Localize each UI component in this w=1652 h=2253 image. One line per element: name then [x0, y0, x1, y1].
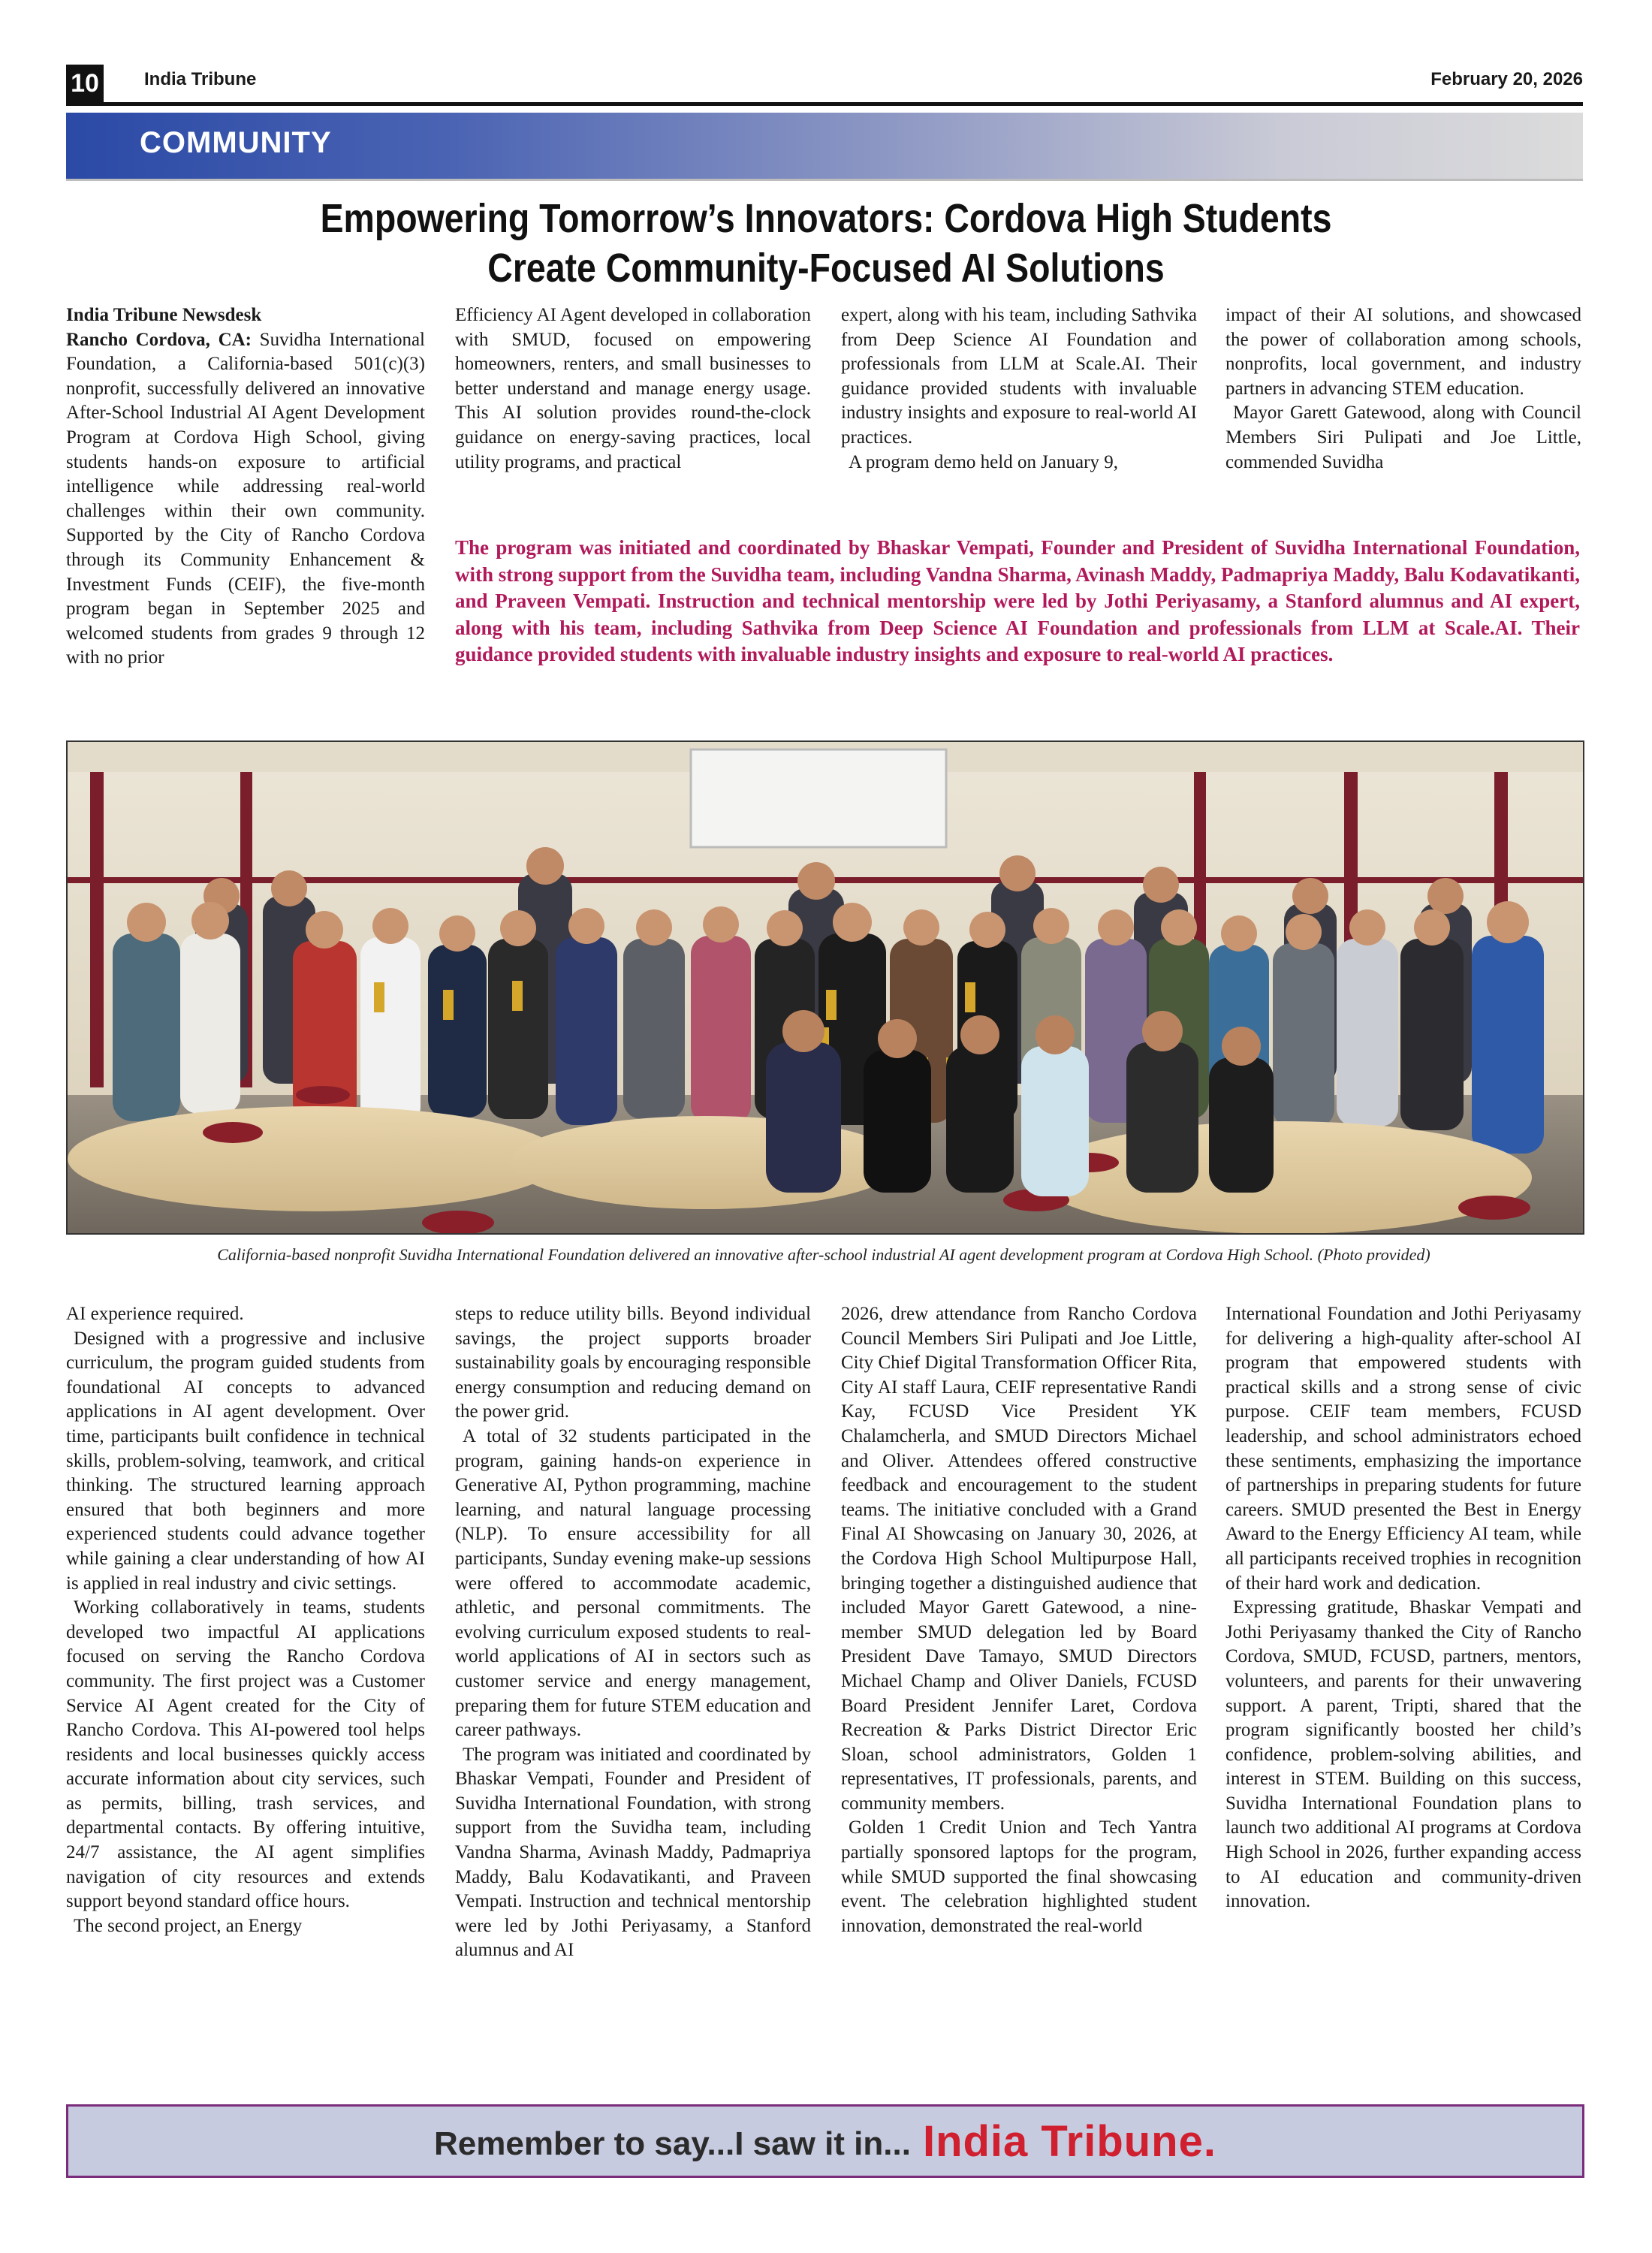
- paragraph: expert, along with his team, including Sathvika from Deep Science AI Foundation and professionals from LLM at Scale.AI. Their guidance provided students with invaluable industry insights and exposure to real-world AI practices.: [841, 305, 1197, 448]
- group-photo-illustration: [68, 742, 1583, 1233]
- header-rule: [66, 102, 1583, 106]
- top-column-2: [455, 303, 811, 475]
- footer-brand: India Tribune.: [922, 2116, 1216, 2166]
- top-column-1: [66, 303, 425, 671]
- paragraph: A program demo held on January 9,: [849, 451, 1118, 472]
- footer-lead: Remember to say...I saw it in...: [434, 2125, 911, 2162]
- page-number: 10: [66, 65, 104, 102]
- top-column-3: [841, 303, 1197, 475]
- paragraph: Golden 1 Credit Union and Tech Yantra partially sponsored laptops for the program, while SMUD supported the final showcasing event. The celebration highlighted student innovation, demonstrated the real-world: [841, 1817, 1197, 1936]
- paragraph: steps to reduce utility bills. Beyond individual savings, the project supports broader sustainability goals by encouraging responsible energy consumption and reducing demand on the power grid.: [455, 1304, 811, 1422]
- paragraph: Mayor Garett Gatewood, along with Council Members Siri Pulipati and Joe Little, commended Suvidha: [1225, 403, 1581, 472]
- group-photo: [66, 740, 1584, 1235]
- dateline: Rancho Cordova, CA:: [66, 329, 252, 350]
- bottom-column-2: [455, 1302, 811, 1963]
- paragraph: International Foundation and Jothi Periyasamy for delivering a high-quality after-school AI program that empowered students with practical skills and a strong sense of civic purpose. CEIF team members, FCUSD leadership, and school administrators echoed these sentiments, emphasizing the importance of partnerships in preparing students for future careers. SMUD presented the Best in Energy Award to the Energy Efficiency AI team, while all participants received trophies in recognition of their hard work and dedication.: [1225, 1304, 1581, 1594]
- paragraph: impact of their AI solutions, and showcased the power of collaboration among schools, nonprofits, local government, and industry partners in advancing STEM education.: [1225, 305, 1581, 399]
- paragraph: Working collaboratively in teams, students developed two impactful AI applications focused on serving the Rancho Cordova community. The first project was a Customer Service AI Agent created for the City of Rancho Cordova. This AI-powered tool helps residents and local businesses quickly access accurate information about city services, such as permits, billing, trash services, and departmental contacts. By offering intuitive, 24/7 assistance, the AI agent simplifies navigation of city resources and extends support beyond standard office hours.: [66, 1597, 425, 1912]
- paragraph: 2026, drew attendance from Rancho Cordova Council Members Siri Pulipati and Joe Little, City Chief Digital Transformation Officer Rita, City AI staff Laura, CEIF representative Randi Kay, FCUSD Vice President YK Chalamcherla, and SMUD Directors Michael and Oliver. Attendees offered constructive feedback and encouragement to the student teams. The initiative concluded with a Grand Final AI Showcasing on January 30, 2026, at the Cordova High School Multipurpose Hall, bringing together a distinguished audience that included Mayor Garett Gatewood, a nine-member SMUD delegation led by Board President Dave Tamayo, SMUD Directors Michael Champ and Oliver Daniels, FCUSD Board President Jennifer Laret, Cordova Recreation & Parks District Director Eric Sloan, school administrators, Golden 1 representatives, IT professionals, parents, and community members.: [841, 1304, 1197, 1814]
- paragraph: AI experience required.: [66, 1304, 244, 1324]
- paragraph: The second project, an Energy: [74, 1915, 303, 1936]
- paragraph: Designed with a progressive and inclusive curriculum, the program guided students from foundational AI concepts to advanced applications in AI agent development. Over time, participants built confidence in technical skills, problem-solving, teamwork, and critical thinking. The structured learning approach ensured that both beginners and more experienced students could advance together while gaining a clear understanding of how AI is applied in real industry and civic settings.: [66, 1328, 425, 1594]
- headline-line-1: Empowering Tomorrow’s Innovators: Cordova High Students: [320, 196, 1332, 241]
- bottom-column-1: [66, 1302, 425, 1938]
- photo-caption: California-based nonprofit Suvidha International Foundation delivered an innovative after-school industrial AI agent development program at Cordova High School. (Photo provided): [217, 1245, 1430, 1264]
- headline-line-2: Create Community-Focused AI Solutions: [487, 246, 1165, 291]
- bottom-column-3: [841, 1302, 1197, 1938]
- lead-paragraph: [66, 328, 425, 671]
- footer-banner-text: [66, 2104, 1584, 2178]
- paragraph: A total of 32 students participated in the program, gaining hands-on experience in Generative AI, Python programming, machine learning, and natural language processing (NLP). To ensure accessibility for all participants, Sunday evening make-up sessions were offered to accommodate academic, athletic, and personal commitments. The evolving curriculum exposed students to real-world applications of AI in sectors such as customer service and energy management, preparing them for future STEM education and career pathways.: [455, 1425, 811, 1741]
- byline: India Tribune Newsdesk: [66, 305, 262, 325]
- bottom-column-4: [1225, 1302, 1581, 1914]
- publication-name: India Tribune: [144, 69, 257, 89]
- lead-text: Suvidha International Foundation, a California-based 501(c)(3) nonprofit, successfully delivered an innovative After-School Industrial AI Agent Development Program at Cordova High School, giving students hands-on exposure to artificial intelligence while addressing real-world challenges within their own community. Supported by the City of Rancho Cordova through its Community Enhancement & Investment Funds (CEIF), the five-month program began in September 2025 and welcomed students from grades 9 through 12 with no prior: [66, 329, 425, 668]
- paragraph: The program was initiated and coordinated by Bhaskar Vempati, Founder and President of Suvidha International Foundation, with strong support from the Suvidha team, including Vandna Sharma, Avinash Maddy, Padmapriya Maddy, Balu Kodavatikanti, and Praveen Vempati. Instruction and technical mentorship were led by Jothi Periyasamy, a Stanford alumnus and AI: [455, 1744, 811, 1961]
- section-label: COMMUNITY: [140, 126, 332, 159]
- paragraph: Efficiency AI Agent developed in collaboration with SMUD, focused on empowering homeowners, renters, and small businesses to better understand and manage energy usage. This AI solution provides round-the-clock guidance on energy-saving practices, local utility programs, and practical: [455, 305, 811, 472]
- paragraph: Expressing gratitude, Bhaskar Vempati and Jothi Periyasamy thanked the City of Rancho Cordova, SMUD, FCUSD, partners, mentors, volunteers, and parents for their unwavering support. A parent, Tripti, shared that the program significantly boosted her child’s confidence, problem-solving abilities, and interest in STEM. Building on this success, Suvidha International Foundation plans to launch two additional AI programs at Cordova High School in 2026, further expanding access to AI education and community-driven innovation.: [1225, 1597, 1581, 1912]
- issue-date: February 20, 2026: [1430, 69, 1583, 89]
- pull-quote: The program was initiated and coordinated by Bhaskar Vempati, Founder and President of Suvidha International Foundation, with strong support from the Suvidha team, including Vandna Sharma, Avinash Maddy, Padmapriya Maddy, Balu Kodavatikanti, and Praveen Vempati. Instruction and technical mentorship were led by Jothi Periyasamy, a Stanford alumnus and AI expert, along with his team, including Sathvika from Deep Science AI Foundation and professionals from LLM at Scale.AI. Their guidance provided students with invaluable industry insights and exposure to real-world AI practices.: [455, 536, 1580, 665]
- headline: [180, 194, 1472, 293]
- top-column-4: [1225, 303, 1581, 475]
